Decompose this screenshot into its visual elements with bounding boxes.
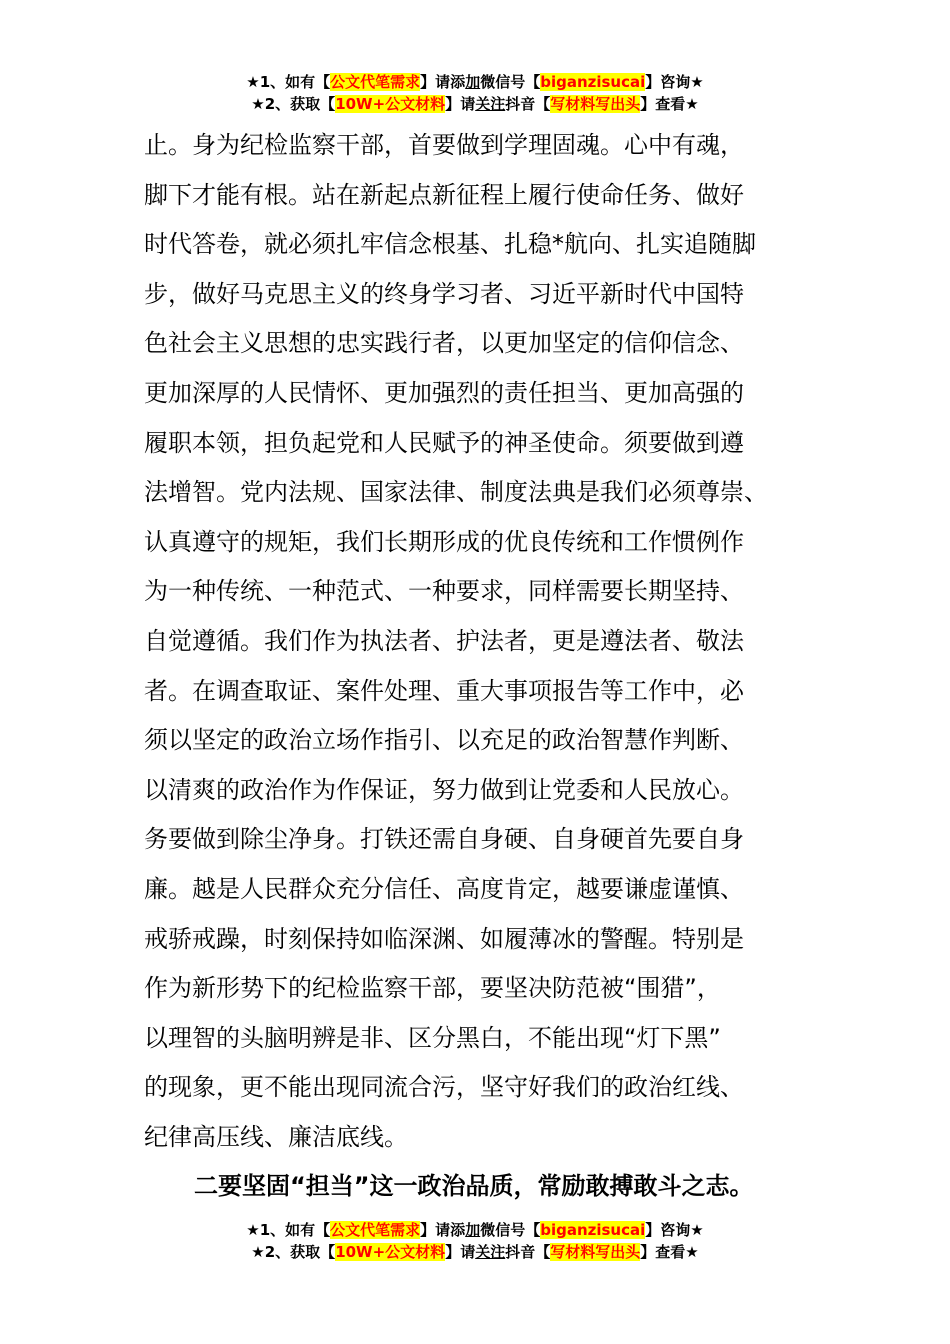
text-line: 务要做到除尘净身。打铁还需自身硬、自身硬首先要自身 [144, 825, 744, 854]
highlight-douyin-id: 写材料写出头 [550, 95, 641, 113]
banner-text: 】请添 [420, 73, 466, 91]
banner-text: 】咨询★ [645, 1221, 704, 1239]
highlight-materials: 10W+公文材料 [335, 95, 446, 113]
banner-text: 抖音【 [505, 1243, 551, 1261]
text-line: 更加深厚的人民情怀、更加强烈的责任担当、更加高强的 [144, 378, 744, 407]
banner-underline: 加 [465, 73, 481, 91]
text-line: 纪律高压线、廉洁底线。 [144, 1122, 408, 1151]
text-line: 作为新形势下的纪检监察干部，要坚决防范被“围猎”， [144, 974, 721, 1003]
text-line: 以清爽的政治作为作保证，努力做到让党委和人民放心。 [144, 775, 744, 804]
banner-text: 】请添 [420, 1221, 466, 1239]
text-line: 时代答卷，就必须扎牢信念根基、扎稳*航向、扎实追随脚 [144, 230, 756, 259]
bottom-banner [0, 1219, 950, 1263]
text-line: 廉。越是人民群众充分信任、高度肯定，越要谦虚谨慎、 [144, 874, 744, 903]
highlight-materials: 10W+公文材料 [335, 1243, 446, 1261]
banner-text: 】请 [445, 1243, 476, 1261]
text-line: 认真遵守的规矩，我们长期形成的优良传统和工作惯例作 [144, 527, 744, 556]
text-line: 脚下才能有根。站在新起点新征程上履行使命任务、做好 [144, 180, 744, 209]
banner-underline: 关注 [475, 1243, 506, 1261]
banner-underline: 加 [465, 1221, 481, 1239]
text-line: 者。在调查取证、案件处理、重大事项报告等工作中，必 [144, 676, 744, 705]
top-banner [0, 71, 950, 115]
text-line: 止。身为纪检监察干部，首要做到学理固魂。心中有魂， [144, 131, 744, 159]
text-line: 自觉遵循。我们作为执法者、护法者，更是遵法者、敬法 [144, 626, 744, 655]
text-line: 戒骄戒躁，时刻保持如临深渊、如履薄冰的警醒。特别是 [144, 924, 744, 953]
banner-text: ★2、获取【 [251, 95, 336, 113]
text-line: 须以坚定的政治立场作指引、以充足的政治智慧作判断、 [144, 726, 744, 755]
text-line: 法增智。党内法规、国家法律、制度法典是我们必须尊崇、 [144, 478, 768, 507]
text-line: 的现象，更不能出现同流合污，坚守好我们的政治红线、 [144, 1073, 744, 1102]
text-line: 步，做好马克思主义的终身学习者、习近平新时代中国特 [144, 279, 744, 308]
text-line: 以理智的头脑明辨是非、区分黑白，不能出现“灯下黑” [144, 1023, 721, 1052]
banner-text: 微信号【 [480, 1221, 541, 1239]
banner-line-1 [0, 71, 950, 93]
highlight-wechat-id: biganzisucai [540, 73, 646, 91]
highlight-wechat-id: biganzisucai [540, 1221, 646, 1239]
banner-line-2 [0, 93, 950, 115]
body-paragraph [144, 121, 804, 1162]
banner-text: ★1、如有【 [246, 73, 331, 91]
banner-text: ★1、如有【 [246, 1221, 331, 1239]
banner-text: ★2、获取【 [251, 1243, 336, 1261]
highlight-service: 公文代笔需求 [330, 1221, 421, 1239]
banner-text: 】咨询★ [645, 73, 704, 91]
banner-line-1 [0, 1219, 950, 1241]
banner-text: 】查看★ [640, 1243, 699, 1261]
banner-underline: 关注 [475, 95, 506, 113]
highlight-douyin-id: 写材料写出头 [550, 1243, 641, 1261]
banner-line-2 [0, 1241, 950, 1263]
text-line: 色社会主义思想的忠实践行者，以更加坚定的信仰信念、 [144, 329, 744, 358]
banner-text: 微信号【 [480, 73, 541, 91]
section-heading: 二要坚固“担当”这一政治品质，常励敢搏敢斗之志。 [194, 1172, 754, 1200]
banner-text: 】查看★ [640, 95, 699, 113]
text-line: 履职本领，担负起党和人民赋予的神圣使命。须要做到遵 [144, 428, 744, 457]
banner-text: 】请 [445, 95, 476, 113]
banner-text: 抖音【 [505, 95, 551, 113]
highlight-service: 公文代笔需求 [330, 73, 421, 91]
text-line: 为一种传统、一种范式、一种要求，同样需要长期坚持、 [144, 577, 744, 606]
